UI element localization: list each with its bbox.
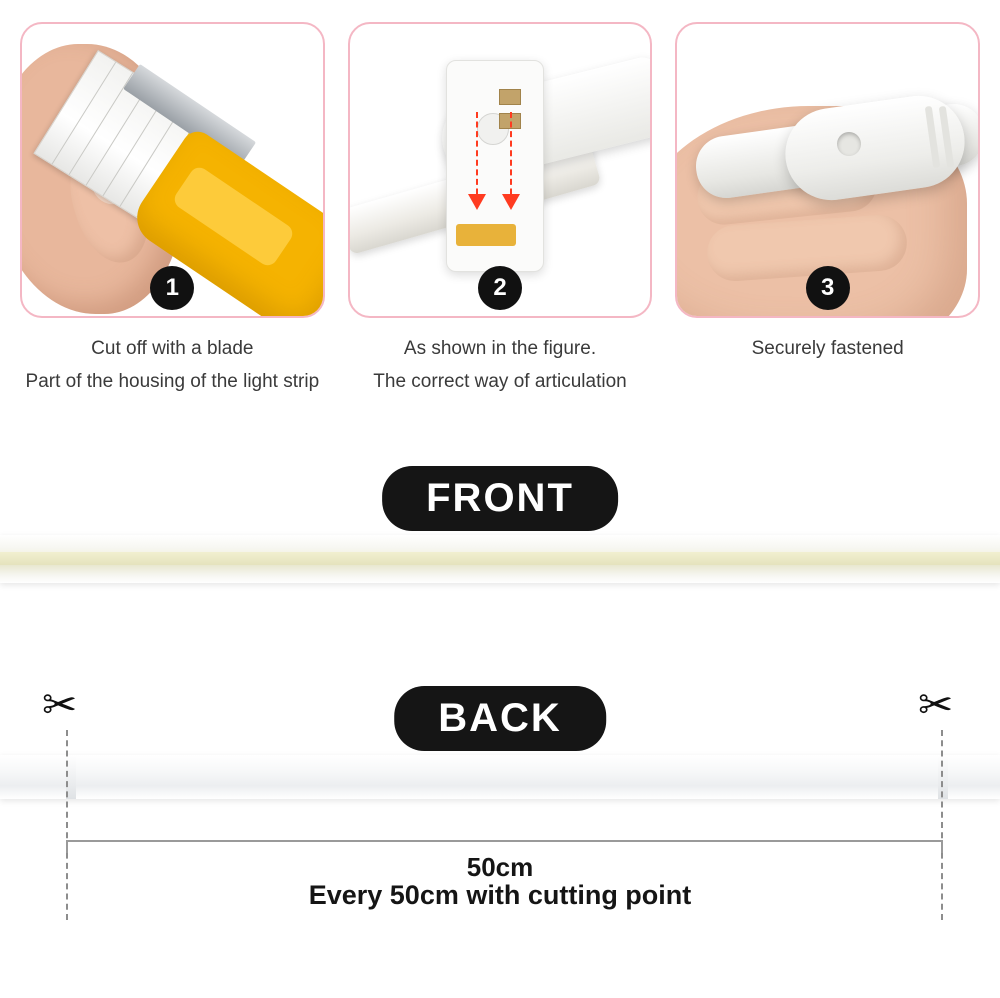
steps-row (0, 0, 1000, 399)
step-2-caption-line1: As shown in the figure. (403, 338, 597, 359)
step-3-caption-line1: Securely fastened (751, 338, 904, 359)
step-3-caption (675, 332, 980, 365)
step-1-caption-line1: Cut off with a blade (91, 338, 254, 359)
contact-pin-shape (499, 89, 521, 105)
step-2-illustration (348, 22, 653, 318)
step-card-1 (20, 22, 325, 399)
step-1-illustration (20, 22, 325, 318)
scissors-icon: ✂ (918, 681, 954, 728)
step-2-caption (348, 332, 653, 399)
step-1-caption (20, 332, 325, 399)
led-glow-band (0, 552, 1000, 565)
cutting-point-note: Every 50cm with cutting point (308, 880, 692, 910)
down-arrow-icon (502, 194, 520, 210)
gold-contact-shape (456, 224, 516, 246)
step-badge-3: 3 (806, 266, 850, 310)
step-card-2 (348, 22, 653, 399)
front-label-pill: FRONT (382, 466, 618, 531)
down-arrow-icon (468, 194, 486, 210)
cut-guide-line (941, 730, 943, 920)
step-badge-2: 2 (478, 266, 522, 310)
back-strip-view (0, 755, 1000, 799)
measurement-line (66, 840, 943, 843)
front-strip-view (0, 535, 1000, 583)
step-1-caption-line2: Part of the housing of the light strip (25, 371, 320, 393)
back-label-pill: BACK (394, 686, 606, 751)
alignment-dashed-line (510, 112, 512, 204)
step-card-3 (675, 22, 980, 399)
alignment-dashed-line (476, 112, 478, 204)
step-badge-1: 1 (150, 266, 194, 310)
measurement-length: 50cm (466, 852, 534, 882)
cut-point-notch (938, 755, 948, 799)
step-3-illustration (675, 22, 980, 318)
step-2-caption-line2: The correct way of articulation (373, 371, 627, 393)
scissors-icon: ✂ (42, 681, 78, 728)
cut-guide-line (66, 730, 68, 920)
